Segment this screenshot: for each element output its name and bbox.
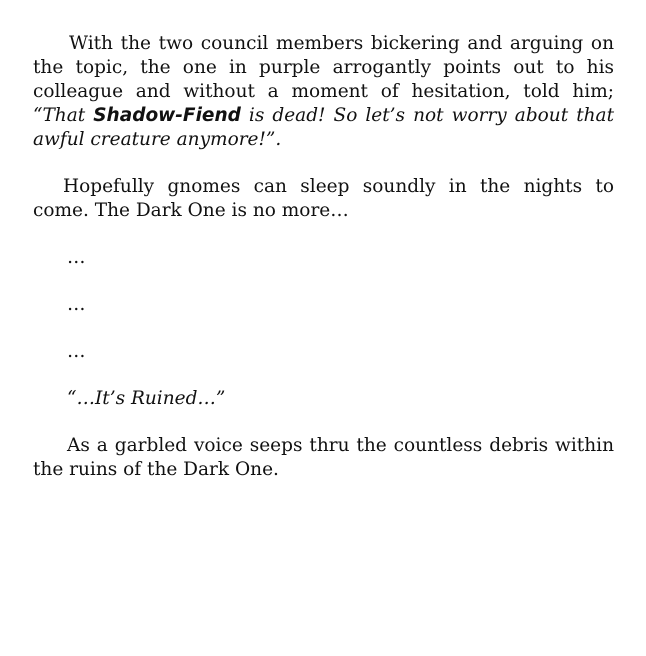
paragraph-garbled-voice: As a garbled voice seeps thru the countless debris within the ruins of the Dark One. <box>33 435 614 480</box>
document-page <box>33 32 614 482</box>
ellipsis-line-1: … <box>67 247 86 268</box>
paragraph-spacer <box>33 317 614 340</box>
paragraph-spacer <box>33 270 614 293</box>
paragraph-council <box>33 32 614 152</box>
shadow-fiend-name: Shadow-Fiend <box>93 105 241 126</box>
paragraph-council-text: With the two council members bickering and arguing on the topic, the one in purple arrogantly points out to his colleague and without a moment of hesitation, told him; <box>33 33 614 102</box>
council-quote-rest: is dead! So let’s not worry about that awful creature anymore!”. <box>33 105 615 150</box>
ellipsis-line-3: … <box>67 341 86 362</box>
ellipsis-line-2: … <box>67 294 86 315</box>
paragraph-gnomes: Hopefully gnomes can sleep soundly in the nights to come. The Dark One is no more… <box>33 176 614 221</box>
paragraph-spacer <box>33 152 614 175</box>
paragraph-spacer <box>33 364 614 387</box>
paragraph-spacer <box>33 411 614 434</box>
council-quote-open: “That <box>33 105 94 126</box>
council-quote <box>33 105 614 150</box>
ruined-quote: “…It’s Ruined…” <box>67 388 226 409</box>
paragraph-spacer <box>33 223 614 246</box>
